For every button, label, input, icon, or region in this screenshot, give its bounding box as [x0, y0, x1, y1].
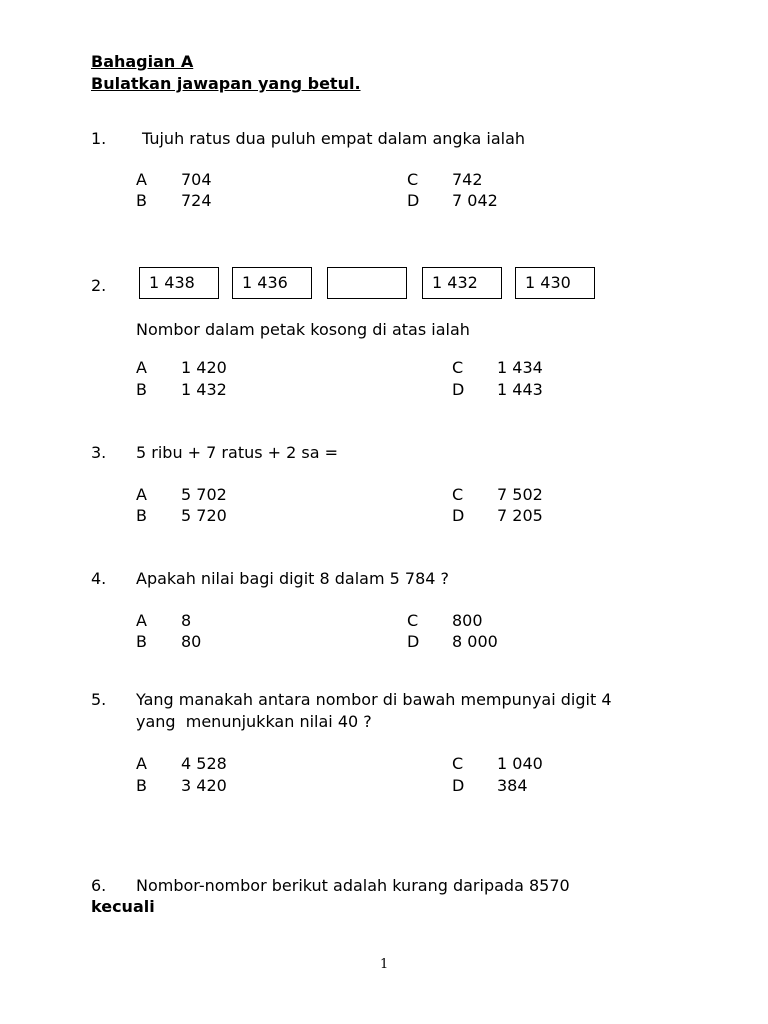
option-d-value[interactable]: 7 205 — [497, 506, 543, 525]
option-b-value[interactable]: 1 432 — [181, 380, 227, 399]
question-text-line-2: yang menunjukkan nilai 40 ? — [136, 712, 372, 731]
option-a-letter[interactable]: A — [136, 170, 147, 189]
question-number: 3. — [91, 443, 107, 462]
option-c-value[interactable]: 800 — [452, 611, 483, 630]
question-text: Apakah nilai bagi digit 8 dalam 5 784 ? — [136, 569, 450, 588]
option-a-letter[interactable]: A — [136, 611, 147, 630]
option-b-letter[interactable]: B — [136, 776, 147, 795]
empty-number-box — [327, 267, 407, 299]
option-c-letter[interactable]: C — [407, 611, 419, 630]
option-d-letter[interactable]: D — [452, 380, 465, 399]
question-text: Tujuh ratus dua puluh empat dalam angka ialah — [142, 129, 526, 148]
option-a-letter[interactable]: A — [136, 358, 147, 377]
option-b-letter[interactable]: B — [136, 506, 147, 525]
number-box — [515, 267, 595, 299]
option-b-value[interactable]: 80 — [181, 632, 202, 651]
option-a-letter[interactable]: A — [136, 754, 147, 773]
option-b-value[interactable]: 5 720 — [181, 506, 227, 525]
option-b-letter[interactable]: B — [136, 632, 147, 651]
option-a-value[interactable]: 704 — [181, 170, 212, 189]
number-box — [232, 267, 312, 299]
question-number: 1. — [91, 129, 107, 148]
option-d-value[interactable]: 384 — [497, 776, 528, 795]
page-number: 1 — [380, 957, 389, 972]
question-emphasis: kecuali — [91, 897, 155, 916]
option-d-letter[interactable]: D — [452, 776, 465, 795]
option-c-value[interactable]: 1 040 — [497, 754, 543, 773]
option-a-value[interactable]: 8 — [181, 611, 192, 630]
option-b-letter[interactable]: B — [136, 191, 147, 210]
option-c-letter[interactable]: C — [452, 485, 464, 504]
option-d-letter[interactable]: D — [407, 191, 420, 210]
option-c-letter[interactable]: C — [407, 170, 419, 189]
box-value: 1 430 — [525, 273, 571, 292]
option-a-value[interactable]: 1 420 — [181, 358, 227, 377]
question-number: 6. — [91, 876, 107, 895]
option-c-letter[interactable]: C — [452, 754, 464, 773]
box-value: 1 436 — [242, 273, 288, 292]
question-number: 5. — [91, 690, 107, 709]
option-d-letter[interactable]: D — [452, 506, 465, 525]
option-c-value[interactable]: 7 502 — [497, 485, 543, 504]
option-d-letter[interactable]: D — [407, 632, 420, 651]
question-text: 5 ribu + 7 ratus + 2 sa = — [136, 443, 339, 462]
number-box — [422, 267, 502, 299]
option-c-letter[interactable]: C — [452, 358, 464, 377]
option-b-letter[interactable]: B — [136, 380, 147, 399]
option-a-letter[interactable]: A — [136, 485, 147, 504]
option-a-value[interactable]: 5 702 — [181, 485, 227, 504]
question-number: 4. — [91, 569, 107, 588]
question-text: Nombor-nombor berikut adalah kurang daripada 8570 — [136, 876, 570, 895]
option-b-value[interactable]: 724 — [181, 191, 212, 210]
option-d-value[interactable]: 8 000 — [452, 632, 498, 651]
box-value: 1 438 — [149, 273, 195, 292]
number-box — [139, 267, 219, 299]
option-d-value[interactable]: 1 443 — [497, 380, 543, 399]
section-heading: Bahagian A — [91, 52, 194, 71]
option-c-value[interactable]: 1 434 — [497, 358, 543, 377]
option-d-value[interactable]: 7 042 — [452, 191, 498, 210]
question-number: 2. — [91, 276, 107, 295]
option-c-value[interactable]: 742 — [452, 170, 483, 189]
question-text: Nombor dalam petak kosong di atas ialah — [136, 320, 470, 339]
option-a-value[interactable]: 4 528 — [181, 754, 227, 773]
option-b-value[interactable]: 3 420 — [181, 776, 227, 795]
box-value: 1 432 — [432, 273, 478, 292]
instruction-heading: Bulatkan jawapan yang betul. — [91, 74, 361, 93]
question-text-line-1: Yang manakah antara nombor di bawah mempunyai digit 4 — [136, 690, 612, 709]
